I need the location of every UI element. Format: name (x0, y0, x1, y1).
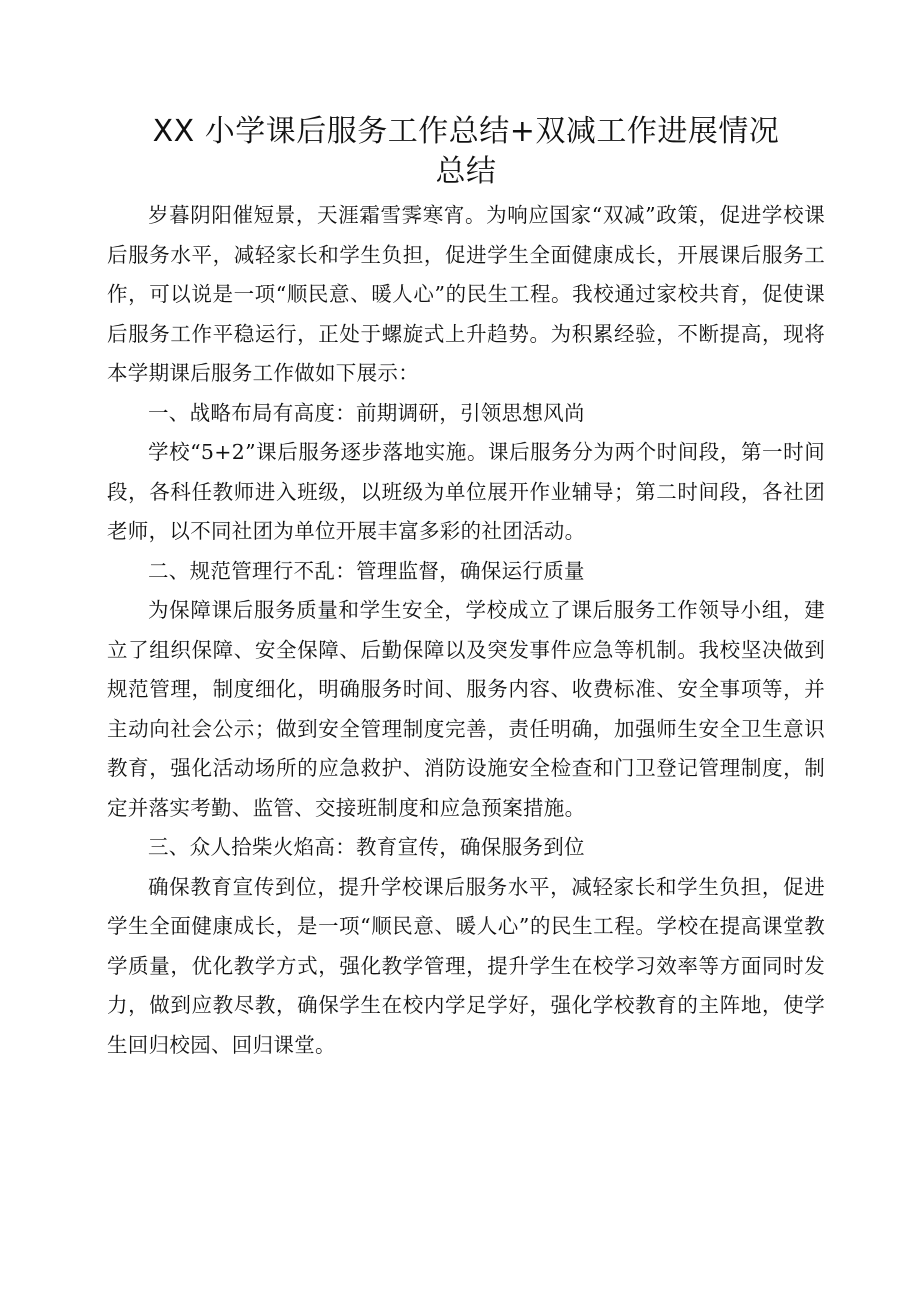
section-paragraph-1: 学校“5+2”课后服务逐步落地实施。课后服务分为两个时间段，第一时间段，各科任教师进入班级，以班级为单位展开作业辅导；第二时间段，各社团老师，以不同社团为单位开展丰富多彩的社团活动。 (107, 440, 825, 543)
section-paragraph-3: 确保教育宣传到位，提升学校课后服务水平，减轻家长和学生负担，促进学生全面健康成长，是一项“顺民意、暖人心”的民生工程。学校在提高课堂教学质量，优化教学方式，强化教学管理，提升学生在校学习效率等方面同时发力，做到应教尽教，确保学生在校内学足学好，强化学校教育的主阵地，使学生回归校园、回归课堂。 (107, 874, 825, 1057)
section-heading-2: 二、规范管理行不乱：管理监督，确保运行质量 (148, 558, 585, 583)
title-line-2: 总结 (435, 154, 497, 189)
section-heading-3: 三、众人拾柴火焰高：教育宣传，确保服务到位 (148, 835, 585, 859)
intro-paragraph: 岁暮阴阳催短景，天涯霜雪霁寒宵。为响应国家“双减”政策，促进学校课后服务水平，减轻家长和学生负担，促进学生全面健康成长，开展课后服务工作，可以说是一项“顺民意、暖人心”的民生工程。我校通过家校共育，促使课后服务工作平稳运行，正处于螺旋式上升趋势。为积累经验，不断提高，现将本学期课后服务工作做如下展示： (107, 203, 825, 385)
section-heading-1: 一、战略布局有高度：前期调研，引领思想风尚 (148, 400, 585, 425)
title-line-1: XX 小学课后服务工作总结+双减工作进展情况 (152, 114, 780, 149)
document-page (107, 112, 825, 1065)
document-body (107, 196, 825, 1065)
section-paragraph-2: 为保障课后服务质量和学生安全，学校成立了课后服务工作领导小组，建立了组织保障、安全保障、后勤保障以及突发事件应急等机制。我校坚决做到规范管理，制度细化，明确服务时间、服务内容、收费标准、安全事项等，并主动向社会公示；做到安全管理制度完善，责任明确，加强师生安全卫生意识教育，强化活动场所的应急救护、消防设施安全检查和门卫登记管理制度，制定并落实考勤、监管、交接班制度和应急预案措施。 (107, 598, 825, 820)
document-title (107, 112, 825, 192)
